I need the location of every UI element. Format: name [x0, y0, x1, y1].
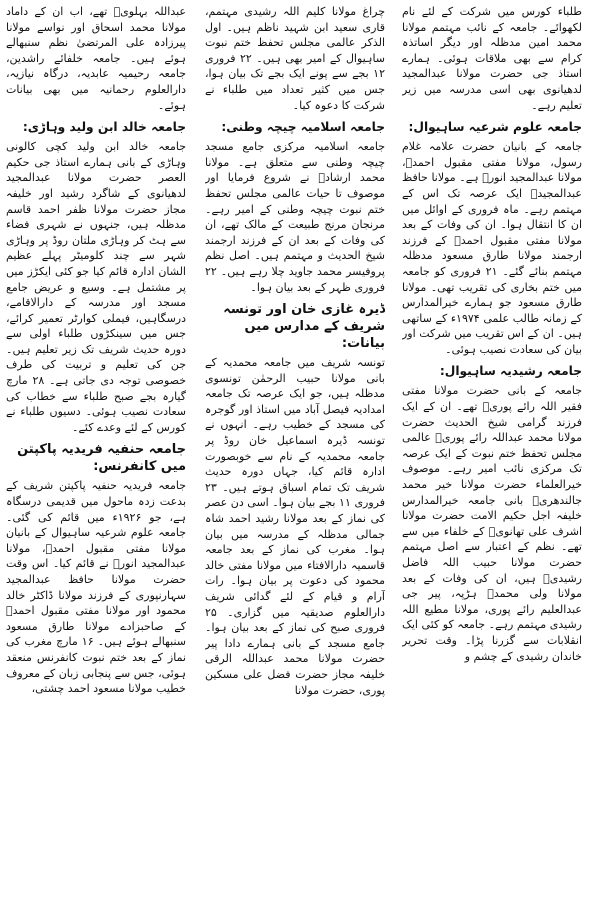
paragraph: طلباء کورس میں شرکت کے لئے نام لکھوائے۔ جامعہ کے نائب مہتمم مولانا محمد امین مدظلہ اور دیگر اساتذہ کرام سے بھی ملاقات ہوئی۔ ہمارے استاذ جی حضرت مولانا عبدالمجید لدھیانوی بھی اسی مدرسہ میں زیر تعلیم رہے۔ — [402, 5, 582, 112]
section-heading: جامعہ خالد ابن ولید وہاڑی: — [22, 120, 186, 135]
section-heading: جامعہ اسلامیہ چیچہ وطنی: — [221, 120, 385, 135]
paragraph: جامعہ خالد ابن ولید کچی کالونی وہاڑی کے بانی ہمارے استاذ جی حکیم العصر حضرت مولانا عبدالمجید لدھیانوی کے شاگرد رشید اور خلیفہ مجاز حضرت مولانا ظفر احمد قاسم مدظلہ ہیں، جنہوں نے شہری فضاء سے ہٹ کر وہاڑی ملتان روڈ پر وہاڑی شہر سے چند کلومیٹر پہلے عظیم الشان ادارہ قائم کیا جو کئی ایکڑز میں پر مشتمل ہے۔ وسیع و عریض جامع مسجد اور مدرسہ کے دارالاقامے، درسگاہیں، فیملی کوارٹر تعمیر کرائے، جس میں سینکڑوں طلباء اولی سے دورہ حدیث شریف تک زیر تعلیم ہیں۔ جن کی تعلیم و تربیت کی طرف خصوصی توجہ دی جاتی ہے۔ ۲۸ مارچ گیارہ بجے صبح طلباء سے خطاب کی سعادت نصیب ہوئی۔ دسیوں طلباء نے کورس کے لئے وعدے کئے۔ — [6, 140, 186, 434]
column-left — [6, 4, 186, 916]
paragraph: تونسہ شریف میں جامعہ محمدیہ کے بانی مولانا حبیب الرحمٰن تونسوی مدظلہ ہیں، جو ایک عرصہ تک جامعہ امدادیہ فیصل آباد میں استاذ اور گوجرہ کی مسجد کے خطیب رہے۔ انہوں نے تونسہ ڈیرہ اسماعیل خان روڈ پر جامعہ محمدیہ کے نام سے خوبصورت ادارہ قائم کیا، جہاں دورہ حدیث شریف تک تمام اسباق ہوتے ہیں۔ ۲۳ فروری ۱۱ بجے بیان ہوا۔ اسی دن عصر کی نماز کے بعد مولانا رشید احمد شاہ جمالی مدظلہ کے مدرسہ میں بیان ہوا۔ مغرب کی نماز کے بعد جامعہ قاسمیہ دارالافتاء میں مولانا مفتی خالد محمود کی دعوت پر بیان ہوا۔ رات آرام و قیام کے لئے گدائی شریف دارالعلوم صدیقیہ میں گزاری۔ ۲۵ فروری صبح کی نماز کے بعد بیان ہوا۔ جامع مسجد کے بانی ہمارے دادا پیر حضرت مولانا محمد عبداللہ الرقی خلیفہ مجاز حضرت فضل علی مسکین پوری، حضرت مولانا — [205, 356, 385, 697]
paragraph: چراغ مولانا کلیم اللہ رشیدی مہتمم، قاری سعید ابن شہید ناظم ہیں۔ اول الذکر عالمی مجلس تحفظ ختم نبوت ساہیوال کے امیر بھی ہیں۔ ۲۲ فروری ۱۲ بجے سے پونے ایک بجے تک بیان ہوا، جس میں کثیر تعداد میں طلباء نے شرکت کا دعوہ کیا۔ — [205, 5, 385, 112]
section-heading: جامعہ علوم شرعیہ ساہیوال: — [408, 120, 582, 135]
paragraph: جامعہ فریدیہ حنفیہ پاکپتن شریف کے بدعت زدہ ماحول میں قدیمی درسگاہ ہے، جو ۱۹۲۶ء میں قائم کی گئی۔ جامعہ علوم شرعیہ ساہیوال کے بانیان مولانا مفتی مقبول احمدؒ، مولانا عبدالمجید انورؒ نے قائم کیا۔ اس وقت حضرت مولانا حافظ عبدالمجید سہارنپوری کے فرزند مولانا ڈاکٹر خالد محمود اور مولانا مفتی مقبول احمدؒ کے صاحبزادے مولانا طارق مسعود سنبھالے ہوئے ہیں۔ ۱۶ مارچ مغرب کی نماز کے بعد ختم نبوت کانفرنس منعقد ہوئی، جس سے پنجابی زبان کے معروف خطیب مولانا مسعود احمد چشتی، — [6, 479, 186, 696]
paragraph: جامعہ اسلامیہ مرکزی جامع مسجد چیچہ وطنی سے متعلق ہے۔ مولانا محمد ارشادؒ نے شروع فرمایا اور موصوف تا حیات عالمی مجلس تحفظ ختم نبوت چیچہ وطنی کے امیر رہے۔ مرنجان مرنج طبیعت کے مالک تھے، ان کی وفات کے بعد ان کے فرزند ارجمند شیخ الحدیث و مہتمم ہیں۔ اصل نظم پروفیسر محمد جاوید چلا رہے ہیں۔ ۲۲ فروری ظہر کے بعد بیان ہوا۔ — [205, 140, 385, 294]
paragraph: عبداللہ بہلویؒ تھے، اب ان کے داماد مولانا محمد اسحاق اور نواسے مولانا پیرزادہ علی المرتضیٰ نظم سنبھالے ہوئے ہیں۔ جامعہ خلفائے راشدین، جامعہ رحیمیہ عابدیہ، درگاہ نیازیہ، دارالعلوم رحمانیہ میں بھی بیانات ہوئے۔ — [6, 5, 186, 112]
paragraph: جامعہ کے بانیان حضرت علامہ غلام رسول، مولانا مفتی مقبول احمدؒ، مولانا عبدالمجید انورؒ ہے۔ مولانا حافظ عبدالمجیدؒ ایک عرصہ تک اس کے مہتمم رہے۔ ماہ فروری کے اوائل میں ان کا انتقال ہوا۔ ان کی وفات کے بعد مولانا مفتی مقبول احمدؒ کے فرزند ارجمند مولانا طارق مسعود مدظلہ مہتمم بنائے گئے۔ ۲۱ فروری کو جامعہ میں ختم بخاری کی تقریب تھی۔ مولانا طارق مسعود جو ہمارے خیرالمدارس کے زمانہ طالب علمی ۱۹۷۴ء کے ساتھی ہیں۔ ان کے اس تقریب میں شرکت اور بیان کی سعادت نصیب ہوئی۔ — [402, 140, 582, 356]
column-right — [402, 4, 582, 916]
section-heading: جامعہ رشیدیہ ساہیوال: — [439, 364, 582, 379]
paragraph: جامعہ کے بانی حضرت مولانا مفتی فقیر اللہ رائے پوریؒ تھے۔ ان کے ایک فرزند گرامی شیخ الحدیث حضرت مولانا محمد عبداللہ رائے پوریؒ عالمی مجلس تحفظ ختم نبوت کے ایک عرصہ تک مرکزی نائب امیر رہے۔ موصوف خیرالعلماء حضرت مولانا خیر محمد جالندھریؒ بانی جامعہ خیرالمدارس خلیفہ اجل حکیم الامت حضرت مولانا اشرف علی تھانویؒ کے خلفاء میں سے تھے۔ نظم کے اعتبار سے اصل مہتمم حضرت مولانا حبیب اللہ فاضل رشیدیؒ ہیں، ان کی وفات کے بعد مولانا ولی محمدؒ ہڑپہ، پیر جی عبدالعلیم رائے پوری، مولانا مطیع اللہ رشیدی مہتمم رہے۔ جامعہ کو کئی ایک انقلابات سے گزرنا پڑا۔ وقت تحریر خاندان رشیدی کے چشم و — [402, 384, 582, 663]
column-middle — [205, 4, 385, 916]
section-heading: جامعہ حنفیہ فریدیہ پاکپتن میں کانفرنس: — [17, 442, 186, 475]
section-heading: ڈیرہ غازی خان اور تونسہ شریف کے مدارس میں بیانات: — [223, 302, 385, 352]
